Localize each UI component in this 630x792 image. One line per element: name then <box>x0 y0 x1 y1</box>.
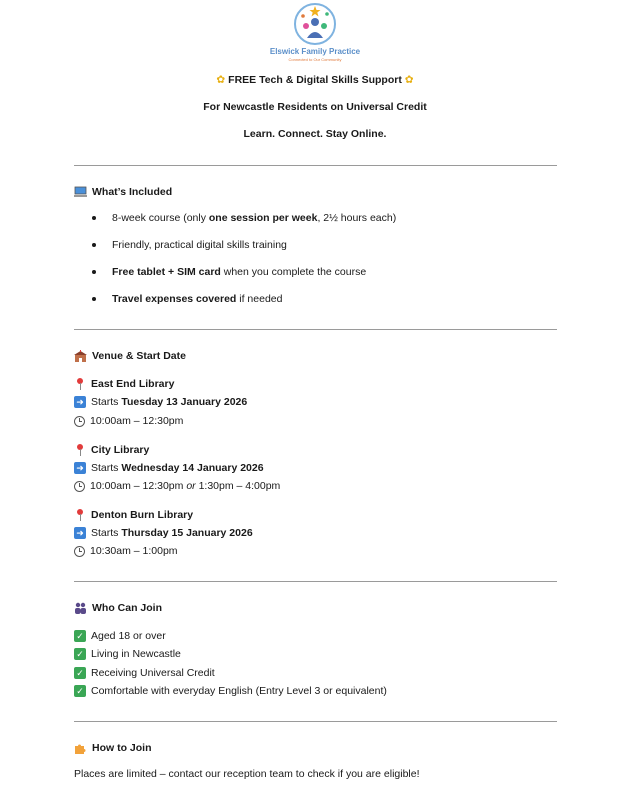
venue-name: East End Library <box>74 378 174 390</box>
divider <box>74 581 557 582</box>
flyer-page: Elswick Family Practice Connected to Our Community ✿ FREE Tech & Digital Skills Support ✿ For Newcastle Residents on Universal Credit Learn. Connect. Stay Online. What’s Included 8-week course (only one session per week, 2½ hours each) Friendly, practical digital skills training Free tablet + SIM card when you complete the course Travel expenses covered if needed Venue & Start Date East End Library ➜ Starts Tuesday 13 January 2026 10:00am – 12:30pm City Library ➜ Starts Wednesday 14 January 2026 10:00am – 12:30pm or 1:30pm – 4:00pm Denton Burn Library ➜ Starts Thursday 15 January 2026 10:30am – 1:00pm Who Can Join ✓ Aged 18 or over ✓ Living in Newcastle ✓ Receiving Universal Credit ✓ Comfortable with everyday English (Entry Level 3 or equivalent) How to Join Places are limited – contact our reception team to check if you are eligible! <box>0 0 630 792</box>
venue-heading: Venue & Start Date <box>74 349 186 362</box>
list-item: ✓ Comfortable with everyday English (Entry Level 3 or equivalent) <box>74 685 387 697</box>
flyer-title <box>0 74 630 86</box>
list-item: ✓ Aged 18 or over <box>74 630 166 642</box>
school-icon <box>74 349 87 362</box>
eligibility-heading: Who Can Join <box>74 601 162 614</box>
venue-time: 10:00am – 12:30pm or 1:30pm – 4:00pm <box>74 480 280 492</box>
practice-name: Elswick Family Practice <box>269 47 361 56</box>
arrow-right-icon: ➜ <box>74 396 86 408</box>
list-item: ✓ Receiving Universal Credit <box>74 667 215 679</box>
divider <box>74 721 557 722</box>
check-icon: ✓ <box>74 630 86 642</box>
clock-icon <box>74 546 85 557</box>
check-icon: ✓ <box>74 648 86 660</box>
venue-start: ➜ Starts Thursday 15 January 2026 <box>74 527 253 539</box>
puzzle-icon <box>74 741 87 754</box>
arrow-right-icon: ➜ <box>74 527 86 539</box>
join-heading: How to Join <box>74 741 152 754</box>
laptop-icon <box>74 185 87 198</box>
family-logo-icon <box>291 2 339 46</box>
practice-tagline: Connected to Our Community <box>288 57 342 62</box>
sunflower-icon: ✿ <box>404 74 414 86</box>
venue-start: ➜ Starts Wednesday 14 January 2026 <box>74 462 264 474</box>
pin-icon <box>74 378 86 390</box>
venue-time: 10:30am – 1:00pm <box>74 545 178 557</box>
divider <box>74 165 557 166</box>
check-icon: ✓ <box>74 667 86 679</box>
venue-name: City Library <box>74 444 149 456</box>
divider <box>74 329 557 330</box>
pin-icon <box>74 444 86 456</box>
venue-name: Denton Burn Library <box>74 509 193 521</box>
clock-icon <box>74 416 85 427</box>
arrow-right-icon: ➜ <box>74 462 86 474</box>
venue-time: 10:00am – 12:30pm <box>74 415 183 427</box>
pin-icon <box>74 509 86 521</box>
venue-start: ➜ Starts Tuesday 13 January 2026 <box>74 396 247 408</box>
list-item: ✓ Living in Newcastle <box>74 648 181 660</box>
included-heading: What’s Included <box>74 185 172 198</box>
join-text: Places are limited – contact our reception team to check if you are eligible! <box>74 768 420 780</box>
flyer-subtitle: For Newcastle Residents on Universal Credit <box>203 101 427 113</box>
practice-logo <box>0 2 630 62</box>
flyer-title-text: FREE Tech & Digital Skills Support <box>228 74 402 86</box>
sunflower-icon: ✿ <box>216 74 226 86</box>
clock-icon <box>74 481 85 492</box>
check-icon: ✓ <box>74 685 86 697</box>
flyer-slogan: Learn. Connect. Stay Online. <box>243 128 387 140</box>
people-icon <box>74 601 87 614</box>
